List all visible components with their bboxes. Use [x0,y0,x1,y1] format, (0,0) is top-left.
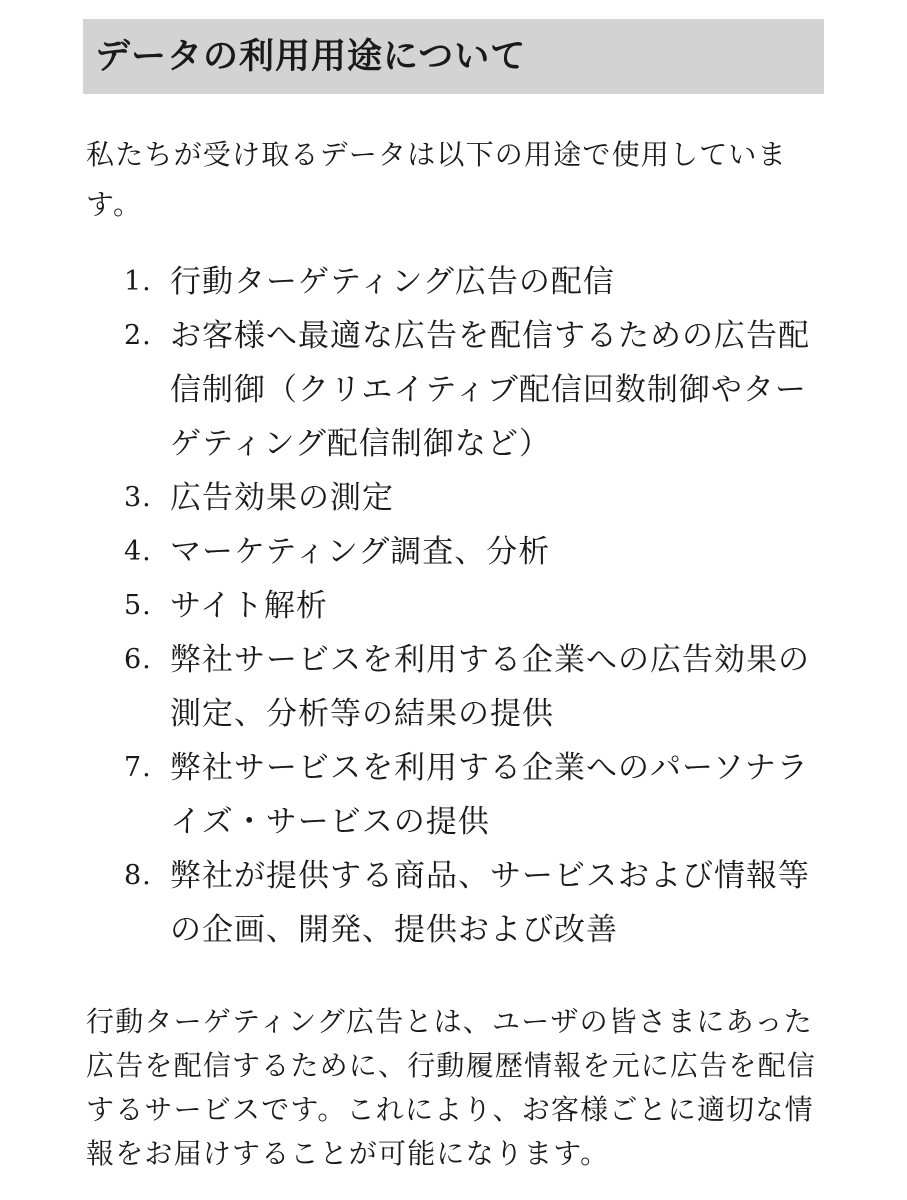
list-item-text: サイト解析 [170,588,328,624]
list-item [124,471,814,525]
list-item-number: 7. [124,752,152,783]
list-item-number: 6. [124,644,152,675]
list-item [124,255,814,309]
intro-paragraph: 私たちが受け取るデータは以下の用途で使用しています。 [86,138,787,221]
section-heading-bar [83,19,824,94]
list-item-text: マーケティング調査、分析 [170,534,551,570]
data-use-list [124,255,814,957]
list-item-number: 8. [124,860,152,891]
list-item-text: 弊社サービスを利用する企業へのパーソナライズ・サービスの提供 [170,750,809,840]
list-item-text: 弊社が提供する商品、サービスおよび情報等の企画、開発、提供および改善 [170,858,810,948]
list-item-number: 2. [124,320,152,351]
section-title: データの利用用途について [95,36,527,77]
list-item [124,525,814,579]
list-item [124,633,814,741]
list-item [124,309,814,471]
list-item [124,579,814,633]
list-item-number: 4. [124,536,152,567]
list-item-text: 行動ターゲティング広告の配信 [170,264,615,300]
list-item-number: 5. [124,590,152,621]
definition-paragraph: 行動ターゲティング広告とは、ユーザの皆さまにあった広告を配信するために、行動履歴情報を元に広告を配信するサービスです。これにより、お客様ごとに適切な情報をお届けすることが可能になります。 [86,1005,817,1170]
list-item [124,741,814,849]
list-item-text: お客様へ最適な広告を配信するための広告配信制御（クリエイティブ配信回数制御やターゲティング配信制御など） [170,318,810,462]
list-item-number: 3. [124,482,152,513]
list-item [124,849,814,957]
list-item-text: 広告効果の測定 [170,480,394,516]
list-item-number: 1. [124,266,152,297]
list-item-text: 弊社サービスを利用する企業への広告効果の測定、分析等の結果の提供 [170,642,810,732]
